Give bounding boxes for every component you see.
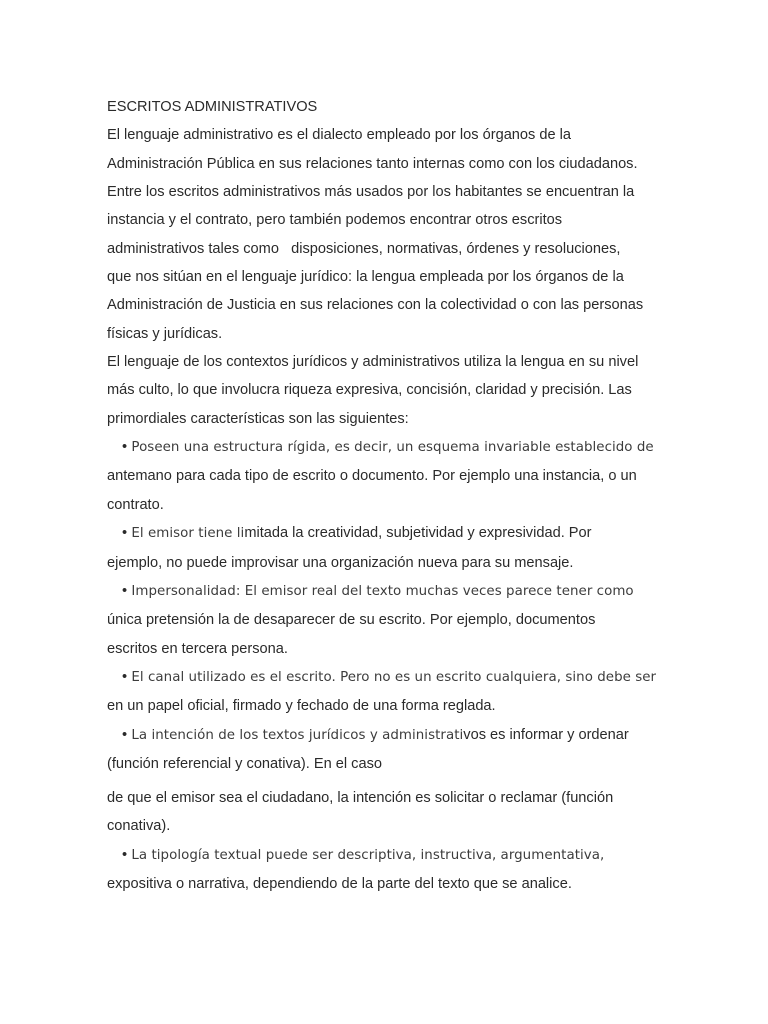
bullet-text: El emisor tiene li [127,526,245,542]
text-line: expositiva o narrativa, dependiendo de la parte del texto que se analice. [107,876,572,893]
bullet-text-rest: vos es informar y ordenar [463,726,629,743]
paragraph-intro [107,121,677,348]
text-line: Entre los escritos administrativos más usados por los habitantes se encuentran la [107,184,635,201]
title-line: ESCRITOS ADMINISTRATIVOS [107,99,318,115]
bullet-text: Poseen una estructura rígida, es decir, un esquema invariable establecido de [127,440,654,456]
text-line: El lenguaje de los contextos jurídicos y administrativos utiliza la lengua en su nivel [107,354,639,371]
bullet-line [107,519,677,548]
document-title [107,93,677,121]
text-line: ejemplo, no puede improvisar una organización nueva para su mensaje. [107,554,574,571]
list-item [107,663,677,721]
text-line: antemano para cada tipo de escrito o documento. Por ejemplo una instancia, o un [107,468,637,485]
text-line: única pretensión la de desaparecer de su escrito. Por ejemplo, documentos [107,612,596,629]
bullet-marker: • [122,439,128,456]
text-line: físicas y jurídicas. [107,325,223,342]
bullet-line [107,841,677,870]
text-line: Administración Pública en sus relaciones tanto internas como con los ciudadanos. [107,155,638,172]
bullet-text: La intención de los textos jurídicos y administrati [127,727,464,743]
bullet-text: La tipología textual puede ser descriptiva, instructiva, argumentativa, [127,847,605,863]
text-line: Administración de Justicia en sus relaciones con la colectividad o con las personas [107,297,644,314]
bullet-marker: • [122,846,128,863]
bullet-marker: • [122,668,128,685]
text-line: El lenguaje administrativo es el dialecto empleado por los órganos de la [107,127,572,144]
text-line: más culto, lo que involucra riqueza expresiva, concisión, claridad y precisión. Las [107,382,632,399]
bullet-text: Impersonalidad: El emisor real del texto muchas veces parece tener como [127,583,634,599]
text-line: instancia y el contrato, pero también podemos encontrar otros escritos [107,212,563,229]
bullet-text-rest: mitada la creatividad, subjetividad y expresividad. Por [244,525,592,542]
document-body-continued [107,784,677,898]
text-line: contrato. [107,496,164,513]
bullet-line [107,721,677,750]
list-item [107,721,677,779]
bullet-line [107,663,677,692]
list-item [107,577,677,663]
bullet-line [107,577,677,606]
text-line: escritos en tercera persona. [107,640,288,657]
text-line: (función referencial y conativa). En el caso [107,755,382,772]
text-line: administrativos tales como disposiciones, normativas, órdenes y resoluciones, [107,240,621,257]
document-body [107,93,677,778]
text-line: primordiales características son las siguientes: [107,410,409,427]
text-line: en un papel oficial, firmado y fechado de una forma reglada. [107,698,496,715]
list-item [107,519,677,577]
text-line: de que el emisor sea el ciudadano, la intención es solicitar o reclamar (función [107,790,614,806]
bullet-marker: • [122,726,128,743]
text-line: que nos sitúan en el lenguaje jurídico: la lengua empleada por los órganos de la [107,269,624,286]
bullet-text: El canal utilizado es el escrito. Pero no es un escrito cualquiera, sino debe ser [127,669,657,685]
text-line: conativa). [107,818,171,835]
bullet-marker: • [122,525,128,542]
bullet-line [107,433,677,462]
list-item [107,433,677,519]
list-item [107,841,677,899]
bullet-marker: • [122,582,128,599]
paragraph-characteristics [107,348,677,433]
paragraph-continued [107,784,677,841]
